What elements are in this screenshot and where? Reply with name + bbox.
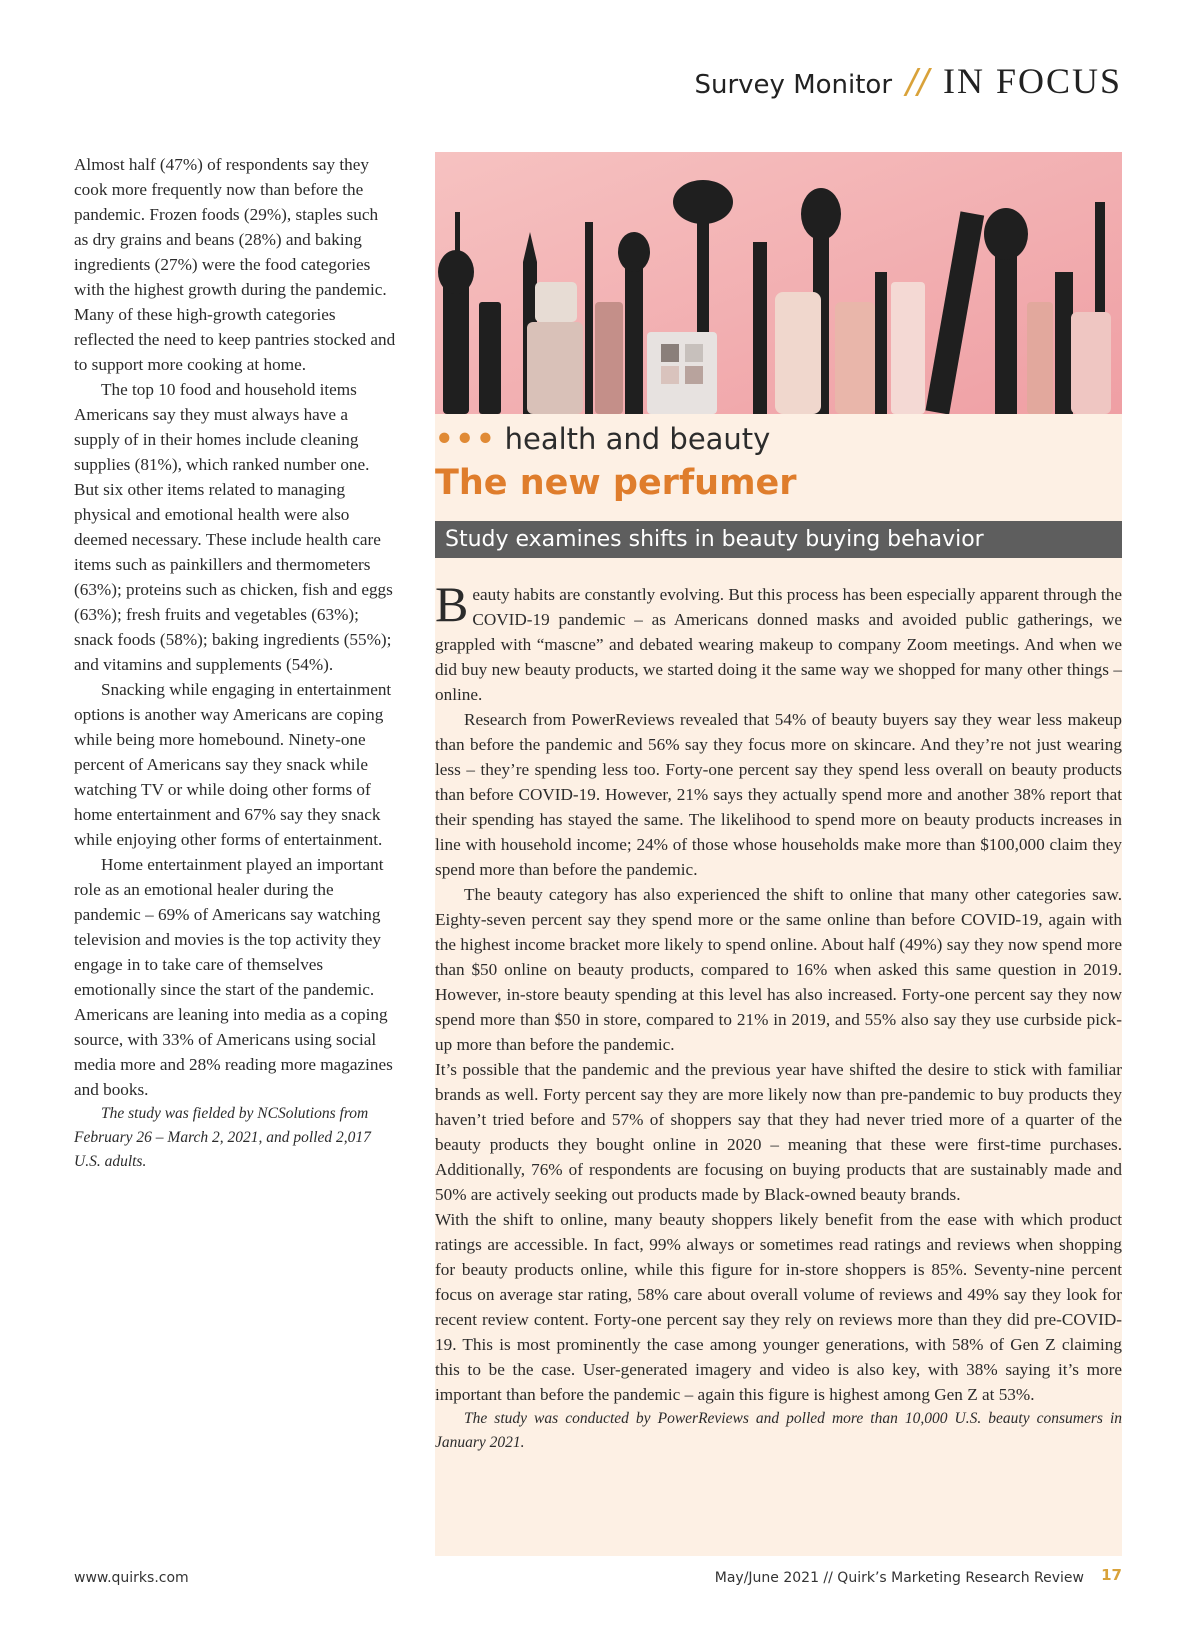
left-paragraph: The top 10 food and household items Americans say they must always have a supply of in their homes include cleaning supplies (81%), which ranked number one. But six other items related to managing physical and emotional health were also deemed necessary. These include health care items such as painkillers and thermometers (63%); proteins such as chicken, fish and eggs (63%); fresh fruits and vegetables (63%); snack foods (58%); baking ingredients (55%); and vitamins and supplements (54%). [74, 380, 393, 674]
cosmetics-illustration [435, 152, 1122, 414]
feature-panel [435, 152, 1122, 1556]
makeup-photo [435, 152, 1122, 414]
article-headline: The new perfumer [435, 463, 797, 503]
article-paragraph: Research from PowerReviews revealed that 54% of beauty buyers say they wear less makeup than before the pandemic and 56% say they focus more on skincare. And they’re not just wearing less – they’re spending less too. Forty-one percent say they spend less overall on beauty products than before COVID-19. However, 21% says they actually spend more and another 38% report that their spending has stayed the same. The likelihood to spend more on beauty products increases in line with household income; 24% of those whose households make more than $100,000 claim they spend more than before the pandemic. [435, 710, 1122, 879]
left-paragraph: Almost half (47%) of respondents say they cook more frequently now than before the pandemic. Frozen foods (29%), staples such as dry grains and beans (28%) and baking ingredients (27%) were the food categories with the highest growth during the pandemic. Many of these high-growth categories reflected the need to keep pantries stocked and to support more cooking at home. [74, 155, 396, 374]
article-paragraph: It’s possible that the pandemic and the previous year have shifted the desire to stick with familiar brands as well. Forty percent say they are more likely now than pre-pandemic to buy products they haven’t tried before and 57% of shoppers say that they had never tried more of a quarter of the beauty products they bought online in 2020 – meaning that these were first-time purchases. Additionally, 76% of respondents are focusing on buying products that are sustainably made and 50% are actively seeking out products made by Black-owned beauty brands. [435, 1060, 1122, 1204]
left-paragraph: Snacking while engaging in entertainment options is another way Americans are coping while being more homebound. Ninety-one percent of Americans say they snack while watching TV or while doing other forms of home entertainment and 67% say they snack while enjoying other forms of entertainment. [74, 680, 392, 849]
article-paragraph [435, 576, 1122, 707]
article-body [435, 576, 1122, 1455]
drop-cap: B [435, 576, 469, 632]
footer-issue: May/June 2021 // Quirk’s Marketing Research Review [714, 1570, 1084, 1586]
kicker-dots-icon: ••• [435, 422, 497, 456]
page-header [694, 60, 1122, 104]
left-column [74, 152, 396, 1174]
section-label: IN FOCUS [942, 61, 1122, 101]
article-paragraph: With the shift to online, many beauty shoppers likely benefit from the ease with which product ratings are accessible. In fact, 99% always or sometimes read ratings and reviews when shopping for beauty products online, while this figure for in-store shoppers is 85%. Seventy-nine percent focus on average star rating, 58% care about overall volume of reviews and 49% say they look for recent review content. Forty-one percent say they rely on reviews more than they did pre-COVID-19. This is most prominently the case among younger generations, with 58% of Gen Z claiming this to be the case. User-generated imagery and video is also key, with 38% saying it’s more important than before the pandemic – again this figure is highest among Gen Z at 53%. [435, 1210, 1122, 1404]
left-paragraph: Home entertainment played an important role as an emotional healer during the pandemic – 69% of Americans say watching television and movies is the top activity they engage in to take care of themselves emotionally since the start of the pandemic. Americans are leaning into media as a coping source, with 33% of Americans using social media more and 28% reading more magazines and books. [74, 855, 393, 1099]
article-deck: Study examines shifts in beauty buying behavior [435, 521, 1122, 558]
left-study-note: The study was fielded by NCSolutions from February 26 – March 2, 2021, and polled 2,017 U.S. adults. [74, 1105, 371, 1170]
header-separator: // [906, 62, 929, 102]
first-paragraph-text: eauty habits are constantly evolving. But this process has been especially apparent through the COVID-19 pandemic – as Americans donned masks and avoided public gatherings, we grappled with “mascne” and debated wearing makeup to company Zoom meetings. And when we did buy new beauty products, we started doing it the same way we shopped for many other things – online. [435, 585, 1122, 704]
page-number: 17 [1101, 1566, 1122, 1584]
section-kicker [435, 422, 770, 456]
section-title: Survey Monitor [694, 70, 893, 100]
article-study-note: The study was conducted by PowerReviews and polled more than 10,000 U.S. beauty consumers in January 2021. [435, 1410, 1122, 1451]
kicker-text: health and beauty [504, 422, 771, 456]
footer-website-link[interactable]: www.quirks.com [74, 1570, 189, 1586]
article-paragraph: The beauty category has also experienced the shift to online that many other categories saw. Eighty-seven percent say they spend more or the same online than before COVID-19, again with the highest income bracket more likely to spend online. About half (49%) say they now spend more than $50 online on beauty products, compared to 16% when asked this same question in 2019. However, in-store beauty spending at this level has also increased. Forty-one percent say they now spend more than $50 in store, compared to 21% in 2019, and 55% also say they use curbside pick-up more than before the pandemic. [435, 885, 1122, 1054]
